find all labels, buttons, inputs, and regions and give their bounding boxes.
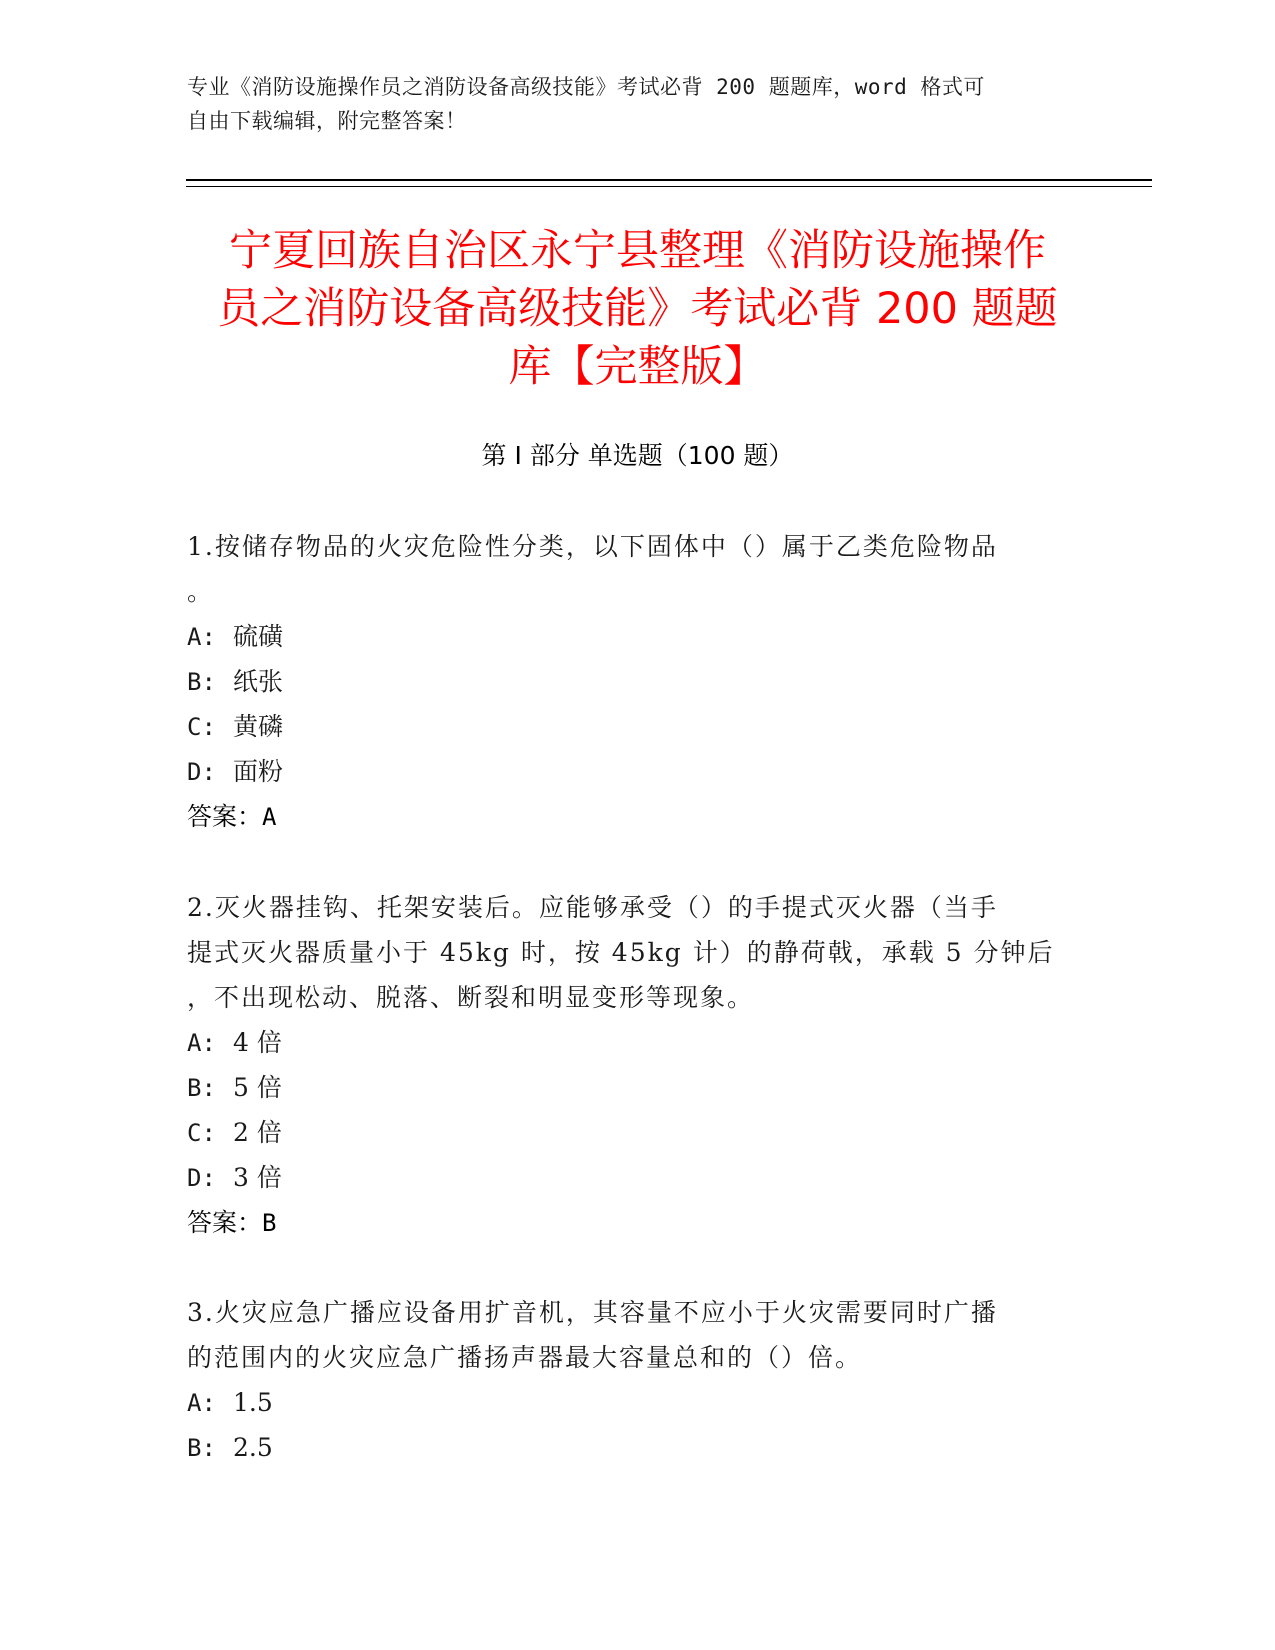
- question-text: ，不出现松动、脱落、断裂和明显变形等现象。: [187, 983, 755, 1012]
- question-item: [187, 1290, 1087, 1470]
- question-text: 1.按储存物品的火灾危险性分类，以下固体中（）属于乙类危险物品: [187, 532, 998, 561]
- header-note-line: 自由下载编辑，附完整答案！: [187, 109, 467, 133]
- option-letter: A:: [187, 1029, 216, 1057]
- option-c: [187, 1110, 1087, 1155]
- header-note: [187, 70, 1087, 138]
- question-text: 的范围内的火灾应急广播扬声器最大容量总和的（）倍。: [187, 1343, 863, 1372]
- title-line: 员之消防设备高级技能》考试必背 200 题题: [217, 284, 1058, 334]
- document-title: [150, 222, 1125, 396]
- option-text: 5 倍: [233, 1073, 282, 1102]
- option-d: [187, 749, 1087, 794]
- answer-label: 答案：: [187, 1208, 263, 1237]
- option-letter: D:: [187, 758, 216, 786]
- option-letter: B:: [187, 1074, 216, 1102]
- answer-line: [187, 794, 1087, 839]
- option-letter: C:: [187, 713, 216, 741]
- option-d: [187, 1155, 1087, 1200]
- option-text: 2 倍: [233, 1118, 282, 1147]
- option-text: 1.5: [233, 1388, 273, 1417]
- option-letter: B:: [187, 1434, 216, 1462]
- question-text: 3.火灾应急广播应设备用扩音机，其容量不应小于火灾需要同时广播: [187, 1298, 998, 1327]
- answer-line: [187, 1200, 1087, 1245]
- option-a: [187, 614, 1087, 659]
- option-letter: B:: [187, 668, 216, 696]
- header-rule-thick: [186, 179, 1152, 181]
- option-letter: D:: [187, 1164, 216, 1192]
- option-a: [187, 1020, 1087, 1065]
- option-letter: C:: [187, 1119, 216, 1147]
- option-a: [187, 1380, 1087, 1425]
- answer-label: 答案：: [187, 802, 263, 831]
- header-note-line: 专业《消防设施操作员之消防设备高级技能》考试必背 200 题题库，word 格式可: [187, 75, 985, 99]
- option-b: [187, 1425, 1087, 1470]
- option-text: 3 倍: [233, 1163, 282, 1192]
- option-text: 4 倍: [233, 1028, 282, 1057]
- question-text: 2.灭火器挂钩、托架安装后。应能够承受（）的手提式灭火器（当手: [187, 893, 998, 922]
- question-item: [187, 885, 1087, 1245]
- question-text: 提式灭火器质量小于 45kg 时，按 45kg 计）的静荷戟，承载 5 分钟后: [187, 938, 1055, 967]
- answer-value: B: [262, 1209, 277, 1237]
- option-letter: A:: [187, 623, 216, 651]
- title-line: 宁夏回族自治区永宁县整理《消防设施操作: [229, 226, 1046, 276]
- option-c: [187, 704, 1087, 749]
- option-text: 2.5: [233, 1433, 273, 1462]
- option-b: [187, 1065, 1087, 1110]
- option-text: 黄磷: [233, 712, 284, 741]
- option-text: 纸张: [233, 667, 284, 696]
- option-letter: A:: [187, 1389, 216, 1417]
- title-line: 库【完整版】: [508, 342, 767, 392]
- option-text: 硫磺: [233, 622, 284, 651]
- section-heading: 第 I 部分 单选题（100 题）: [481, 441, 794, 470]
- question-text: 。: [187, 577, 215, 606]
- question-item: [187, 524, 1087, 839]
- option-text: 面粉: [233, 757, 284, 786]
- answer-value: A: [262, 803, 277, 831]
- header-rule-thin: [186, 186, 1152, 187]
- option-b: [187, 659, 1087, 704]
